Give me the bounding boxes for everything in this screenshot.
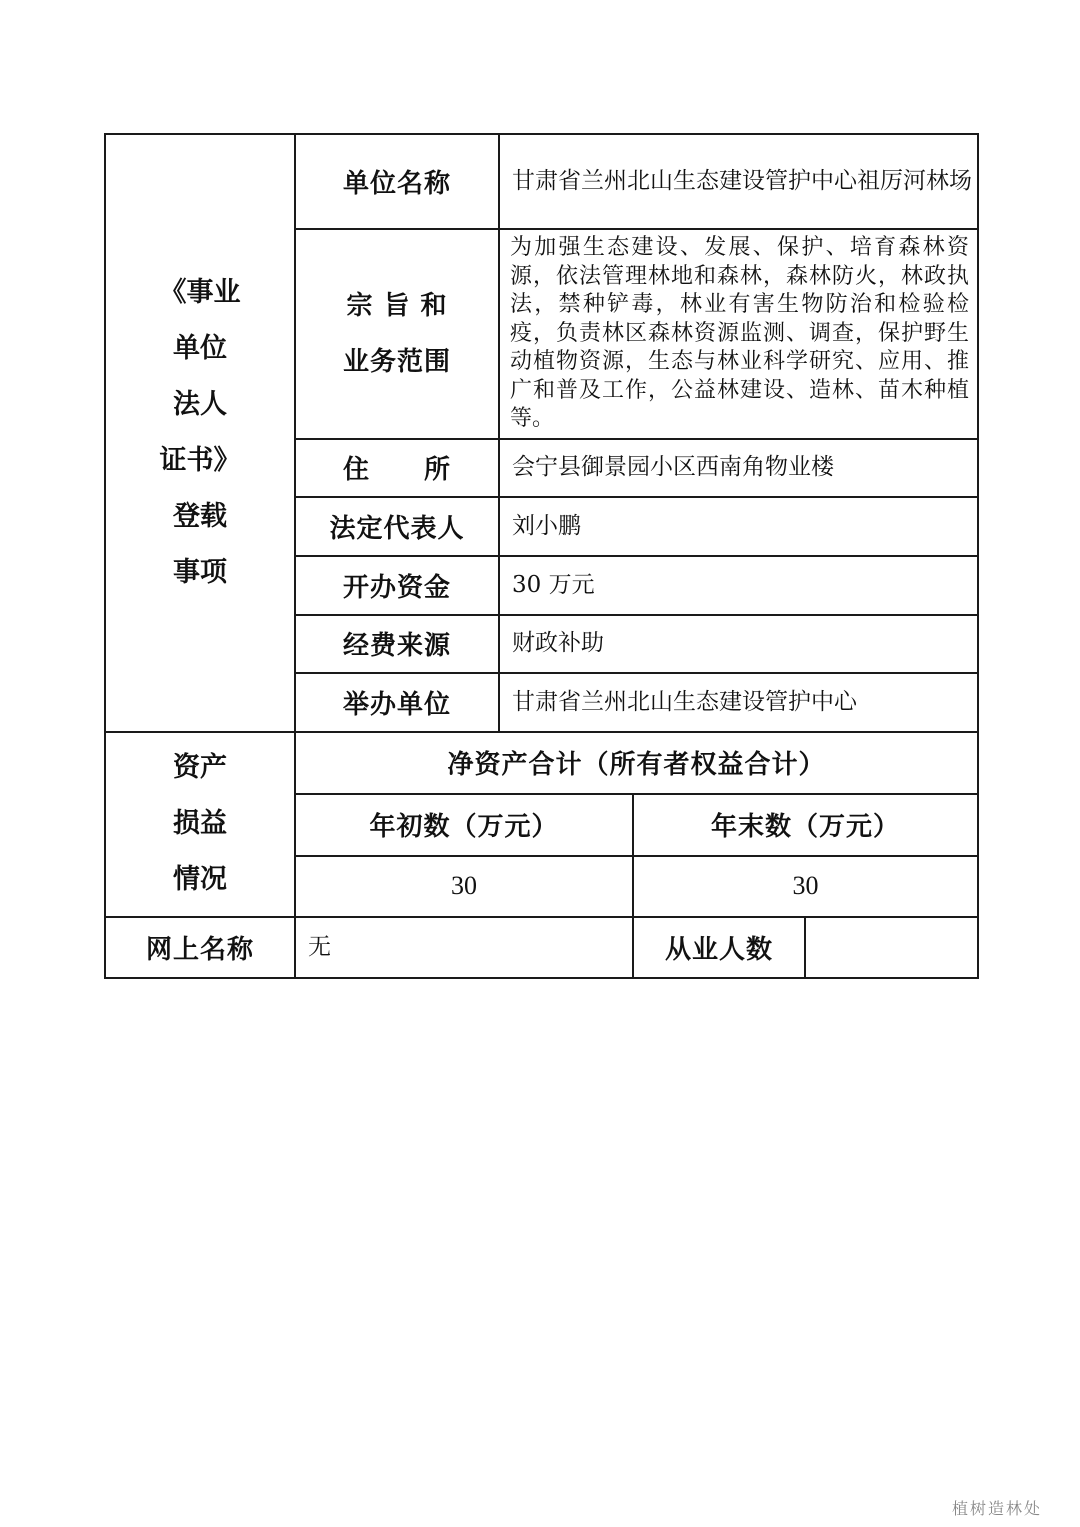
legal-rep-value: 刘小鹏 (499, 497, 978, 556)
begin-of-year-value: 30 (295, 856, 633, 917)
purpose-label-line: 宗 旨 和 (346, 290, 448, 321)
section-title-line: 《事业 (159, 276, 241, 308)
funding-value: 财政补助 (499, 615, 978, 673)
sponsor-value: 甘肃省兰州北山生态建设管护中心 (499, 673, 978, 732)
assets-label-line: 情况 (173, 864, 227, 895)
begin-of-year-label: 年初数（万元） (295, 794, 633, 856)
funding-label: 经费来源 (295, 615, 499, 673)
online-name-label: 网上名称 (105, 917, 295, 978)
section-title-line: 证书》 (159, 444, 241, 476)
end-of-year-label: 年末数（万元） (633, 794, 978, 856)
section-title-line: 登载 (173, 500, 227, 532)
capital-label: 开办资金 (295, 556, 499, 615)
section-title-line: 事项 (173, 556, 227, 588)
assets-label-line: 资产 (173, 752, 227, 783)
purpose-label (295, 229, 499, 439)
registration-table (104, 133, 977, 975)
registration-grid (104, 133, 979, 979)
watermark: 植树造林处 (951, 1499, 1042, 1518)
capital-value: 30 万元 (499, 556, 978, 615)
assets-section-label (105, 732, 295, 917)
online-name-value: 无 (295, 917, 633, 978)
unit-name-value: 甘肃省兰州北山生态建设管护中心祖厉河林场 (499, 134, 978, 229)
address-value: 会宁县御景园小区西南角物业楼 (499, 439, 978, 497)
section-title-line: 法人 (173, 388, 227, 420)
address-label: 住 所 (295, 439, 499, 497)
purpose-label-line: 业务范围 (342, 346, 451, 377)
net-assets-header: 净资产合计（所有者权益合计） (295, 732, 978, 794)
sponsor-label: 举办单位 (295, 673, 499, 732)
section-title-line: 单位 (173, 332, 227, 364)
staff-count-value (805, 917, 978, 978)
certificate-section-label (105, 134, 295, 732)
unit-name-label: 单位名称 (295, 134, 499, 229)
legal-rep-label: 法定代表人 (295, 497, 499, 556)
staff-count-label: 从业人数 (633, 917, 805, 978)
end-of-year-value: 30 (633, 856, 978, 917)
purpose-value: 为加强生态建设、发展、保护、培育森林资源，依法管理林地和森林，森林防火，林政执法，禁种铲毒，林业有害生物防治和检验检疫，负责林区森林资源监测、调查，保护野生动植物资源，生态与林业科学研究、应用、推广和普及工作，公益林建设、造林、苗木种植等。 (499, 229, 978, 439)
assets-label-line: 损益 (173, 808, 227, 839)
